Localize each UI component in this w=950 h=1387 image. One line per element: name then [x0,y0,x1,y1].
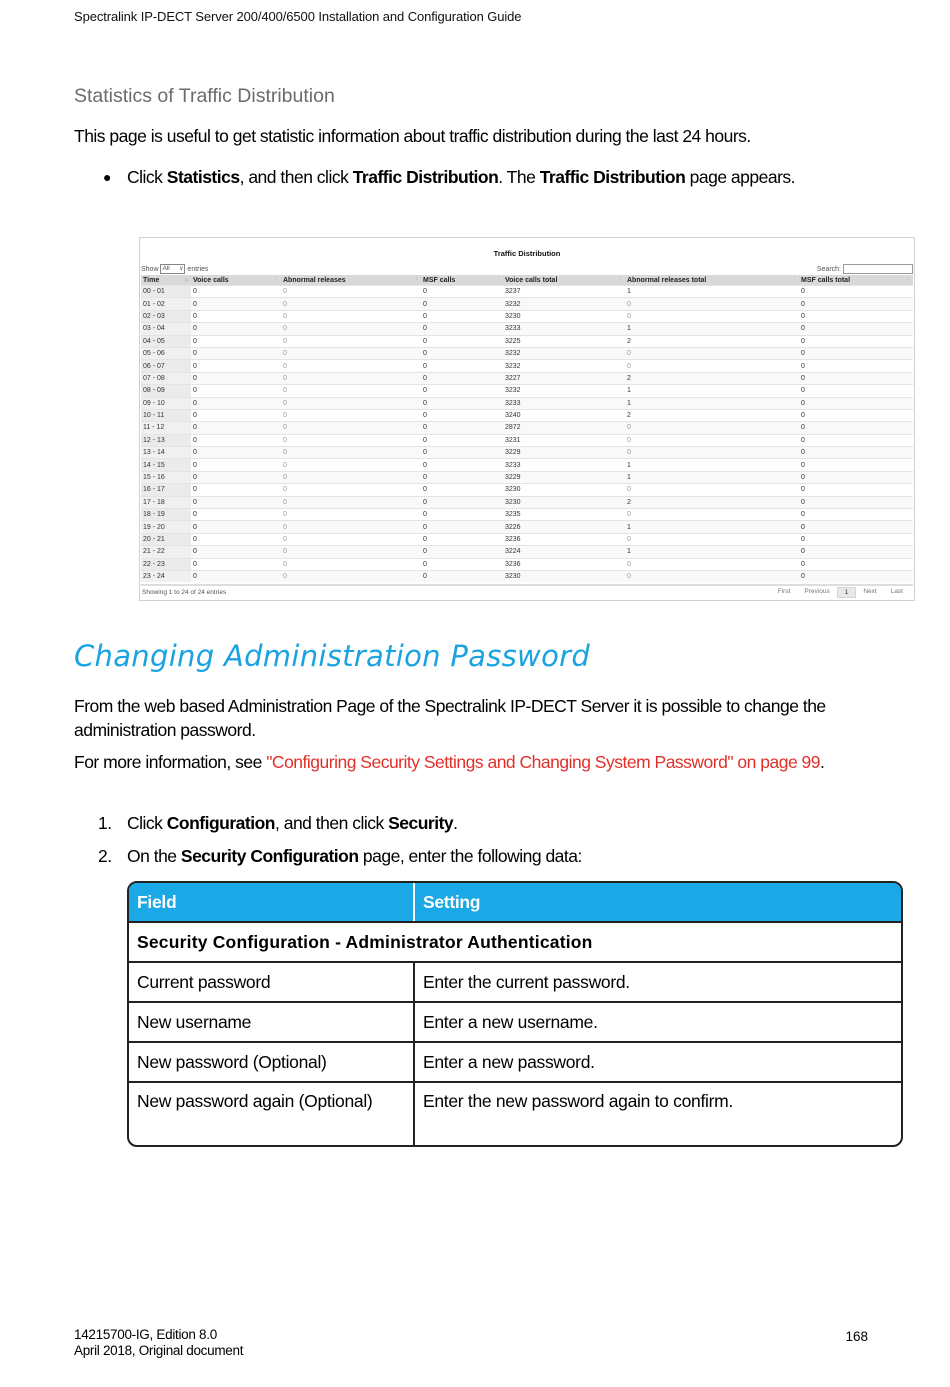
table-cell: 12 - 13 [141,434,191,446]
table-cell: 21 - 22 [141,546,191,558]
table-cell: 0 [281,521,421,533]
traffic-distribution-screenshot [139,237,915,601]
table-row: New password again (Optional) Enter the new password again to confirm. [129,1081,901,1145]
table-cell: 0 [281,509,421,521]
table-cell: 16 - 17 [141,484,191,496]
table-cell: 23 - 24 [141,570,191,582]
table-row [141,335,913,347]
table-cell: 0 [281,310,421,322]
table-cell: 0 [281,409,421,421]
table-cell: 3226 [503,521,625,533]
column-header[interactable]: Voice calls ↕ [191,275,281,286]
table-cell: 3236 [503,533,625,545]
table-cell: 3230 [503,310,625,322]
table-row [141,286,913,298]
table-cell: 0 [421,471,503,483]
table-cell: 06 - 07 [141,360,191,372]
table-row: New username Enter a new username. [129,1001,901,1041]
table-cell: 2 [625,335,799,347]
table-cell: 0 [799,347,913,359]
table-cell: 0 [421,323,503,335]
table-cell: 3229 [503,471,625,483]
table-cell: 0 [799,558,913,570]
table-group-row: Security Configuration - Administrator Authentication [129,921,901,961]
table-cell: 17 - 18 [141,496,191,508]
table-cell: 3233 [503,397,625,409]
table-cell: 0 [191,509,281,521]
table-row [141,447,913,459]
table-cell: 3225 [503,335,625,347]
table-cell: 0 [799,546,913,558]
table-cell: 1 [625,546,799,558]
traffic-table [141,275,913,582]
table-cell: 0 [191,434,281,446]
column-header[interactable]: Voice calls total ↕ [503,275,625,286]
table-cell: 3230 [503,570,625,582]
table-cell: 0 [799,434,913,446]
table-cell: 0 [281,434,421,446]
table-cell: 0 [799,496,913,508]
table-cell: 0 [421,372,503,384]
sort-icon: ↕ [907,276,910,282]
table-cell: 04 - 05 [141,335,191,347]
search-control: Search: [817,264,913,274]
table-cell: 0 [799,570,913,582]
table-cell: 0 [191,347,281,359]
table-cell: 0 [799,286,913,298]
table-cell: 0 [625,422,799,434]
table-cell: 0 [191,323,281,335]
table-cell: 1 [625,471,799,483]
table-row [141,484,913,496]
header-field: Field [129,883,415,921]
intro-paragraph: This page is useful to get statistic information about traffic distribution during the last 24 hours. [74,126,751,146]
bullet-icon: ● [103,169,111,185]
table-cell: 2 [625,409,799,421]
table-cell: 0 [281,298,421,310]
table-cell: 0 [281,372,421,384]
table-cell: 11 - 12 [141,422,191,434]
table-row [141,360,913,372]
table-cell: 0 [799,459,913,471]
table-cell: 0 [625,360,799,372]
table-header-row [141,275,913,286]
table-cell: 0 [799,372,913,384]
table-cell: 3230 [503,484,625,496]
table-cell: 0 [191,521,281,533]
table-cell: 0 [799,360,913,372]
table-cell: 0 [281,422,421,434]
table-cell: 08 - 09 [141,385,191,397]
table-row [141,372,913,384]
entries-select[interactable]: All ∨ [160,264,185,274]
sort-icon: ↕ [275,276,278,282]
table-cell: 3229 [503,447,625,459]
section-heading: Changing Administration Password [74,639,591,673]
table-row [141,496,913,508]
table-cell: 0 [799,310,913,322]
table-cell: 2 [625,372,799,384]
section-subtitle: Statistics of Traffic Distribution [74,85,335,107]
table-cell: 0 [191,286,281,298]
table-row [141,558,913,570]
table-cell: 0 [799,422,913,434]
table-cell: 01 - 02 [141,298,191,310]
table-cell: 0 [421,570,503,582]
table-info: Showing 1 to 24 of 24 entries [142,589,227,596]
pager-first[interactable]: First [777,588,791,595]
table-cell: 0 [625,533,799,545]
table-cell: 0 [421,360,503,372]
table-cell: 0 [281,459,421,471]
table-cell: 3237 [503,286,625,298]
screenshot-title: Traffic Distribution [493,249,561,258]
table-row [141,521,913,533]
table-row [141,570,913,582]
table-row [141,298,913,310]
table-cell: 14 - 15 [141,459,191,471]
table-cell: 0 [281,484,421,496]
doc-id: 14215700-IG, Edition 8.0 [74,1327,217,1342]
table-cell: 0 [191,558,281,570]
page-number: 168 [845,1329,868,1344]
table-cell: 0 [799,409,913,421]
table-cell: 0 [625,570,799,582]
table-cell: 1 [625,385,799,397]
table-cell: 0 [191,372,281,384]
table-row [141,422,913,434]
table-cell: 3232 [503,360,625,372]
table-cell: 0 [625,434,799,446]
table-row [141,459,913,471]
table-cell: 0 [421,347,503,359]
sort-icon: ↕ [793,276,796,282]
table-cell: 0 [421,310,503,322]
table-cell: 0 [281,335,421,347]
table-cell: 22 - 23 [141,558,191,570]
table-cell: 0 [625,310,799,322]
table-cell: 3235 [503,509,625,521]
table-header-row [129,883,901,921]
table-row [141,347,913,359]
table-cell: 3227 [503,372,625,384]
table-cell: 0 [799,298,913,310]
table-row [141,471,913,483]
column-header[interactable]: MSF calls total ↕ [799,275,913,286]
table-cell: 0 [799,533,913,545]
table-cell: 3240 [503,409,625,421]
table-cell: 0 [799,484,913,496]
table-cell: 0 [625,347,799,359]
table-cell: 0 [191,397,281,409]
cross-reference-link[interactable]: "Configuring Security Settings and Changing System Password" on page 99 [266,752,821,772]
table-cell: 0 [191,310,281,322]
table-cell: 0 [421,397,503,409]
table-cell: 15 - 16 [141,471,191,483]
table-cell: 19 - 20 [141,521,191,533]
table-cell: 0 [625,509,799,521]
paragraph: From the web based Administration Page of the Spectralink IP-DECT Server it is possible to change the administration password. [74,696,826,740]
column-header[interactable]: Time ▴ [141,275,191,286]
table-cell: 0 [281,533,421,545]
table-cell: 0 [281,397,421,409]
table-cell: 2872 [503,422,625,434]
table-cell: 0 [421,484,503,496]
table-cell: 03 - 04 [141,323,191,335]
table-cell: 02 - 03 [141,310,191,322]
table-cell: 0 [421,409,503,421]
table-cell: 0 [625,447,799,459]
table-cell: 0 [281,286,421,298]
table-cell: 0 [421,496,503,508]
table-cell: 0 [281,360,421,372]
table-cell: 0 [421,335,503,347]
table-row [141,397,913,409]
footer-doc-info [74,1327,243,1359]
table-cell: 0 [191,335,281,347]
table-cell: 18 - 19 [141,509,191,521]
column-header[interactable]: Abnormal releases ↕ [281,275,421,286]
table-cell: 3236 [503,558,625,570]
table-cell: 0 [799,521,913,533]
table-cell: 1 [625,459,799,471]
table-row [141,385,913,397]
pagination [771,587,910,598]
table-cell: 0 [625,298,799,310]
table-cell: 0 [191,422,281,434]
sort-icon: ↕ [619,276,622,282]
pager-previous[interactable]: Previous [804,588,830,595]
bullet-text: Click Statistics, and then click Traffic Distribution. The Traffic Distribution page appears. [127,167,796,187]
table-cell: 00 - 01 [141,286,191,298]
table-cell: 0 [421,558,503,570]
table-cell: 1 [625,521,799,533]
table-cell: 0 [191,459,281,471]
table-row [141,323,913,335]
search-input[interactable] [843,264,913,274]
sort-icon: ↕ [415,276,418,282]
table-cell: 0 [191,298,281,310]
bullet-item [103,165,843,190]
table-cell: 0 [421,546,503,558]
running-header: Spectralink IP-DECT Server 200/400/6500 Installation and Configuration Guide [74,9,522,24]
table-cell: 0 [799,385,913,397]
table-cell: 0 [191,471,281,483]
table-cell: 3233 [503,459,625,471]
table-cell: 0 [191,570,281,582]
table-cell: 3232 [503,347,625,359]
table-row [141,310,913,322]
table-row: Current password Enter the current password. [129,961,901,1001]
column-header[interactable]: MSF calls ↕ [421,275,503,286]
table-cell: 0 [799,323,913,335]
table-row [141,409,913,421]
pager-current-page[interactable]: 1 [837,587,857,598]
table-row [141,509,913,521]
table-cell: 0 [281,447,421,459]
table-cell: 2 [625,496,799,508]
table-cell: 09 - 10 [141,397,191,409]
table-cell: 0 [191,385,281,397]
table-cell: 0 [799,509,913,521]
sort-ascending-icon: ▴ [184,277,188,283]
table-row [141,533,913,545]
table-cell: 0 [421,533,503,545]
table-cell: 3232 [503,298,625,310]
table-cell: 0 [799,471,913,483]
table-cell: 07 - 08 [141,372,191,384]
table-cell: 0 [421,509,503,521]
column-header[interactable]: Abnormal releases total ↕ [625,275,799,286]
table-cell: 0 [281,546,421,558]
table-cell: 0 [191,496,281,508]
table-cell: 0 [625,558,799,570]
table-cell: 0 [799,447,913,459]
table-cell: 0 [421,434,503,446]
table-cell: 0 [191,546,281,558]
table-cell: 0 [421,298,503,310]
table-cell: 0 [421,422,503,434]
pager-next[interactable]: Next [863,588,877,595]
table-cell: 0 [421,286,503,298]
table-cell: 0 [281,496,421,508]
divider [141,584,913,586]
table-cell: 0 [281,570,421,582]
table-cell: 0 [421,459,503,471]
table-cell: 0 [191,409,281,421]
table-row [141,546,913,558]
table-cell: 0 [281,558,421,570]
table-cell: 0 [191,447,281,459]
table-cell: 0 [421,385,503,397]
security-config-table [127,881,903,1147]
table-cell: 0 [799,397,913,409]
sort-icon: ↕ [497,276,500,282]
table-cell: 0 [281,385,421,397]
table-cell: 1 [625,397,799,409]
table-cell: 20 - 21 [141,533,191,545]
table-cell: 0 [421,521,503,533]
more-info-paragraph: For more information, see "Configuring Security Settings and Changing System Password" on page 99. [74,752,825,772]
pager-last[interactable]: Last [890,588,903,595]
table-cell: 3231 [503,434,625,446]
table-cell: 3230 [503,496,625,508]
table-cell: 0 [281,323,421,335]
table-cell: 0 [191,533,281,545]
table-cell: 0 [281,347,421,359]
table-cell: 0 [625,484,799,496]
table-cell: 3224 [503,546,625,558]
table-cell: 1 [625,286,799,298]
table-cell: 0 [191,360,281,372]
table-cell: 1 [625,323,799,335]
show-entries-control: Show All ∨ entries [141,264,208,274]
table-row [141,434,913,446]
table-cell: 0 [281,471,421,483]
table-cell: 0 [421,447,503,459]
table-cell: 13 - 14 [141,447,191,459]
table-row: New password (Optional) Enter a new password. [129,1041,901,1081]
header-setting: Setting [423,891,481,912]
table-cell: 05 - 06 [141,347,191,359]
table-cell: 10 - 11 [141,409,191,421]
table-cell: 0 [799,335,913,347]
doc-date: April 2018, Original document [74,1343,244,1358]
table-cell: 3232 [503,385,625,397]
table-cell: 3233 [503,323,625,335]
table-cell: 0 [191,484,281,496]
